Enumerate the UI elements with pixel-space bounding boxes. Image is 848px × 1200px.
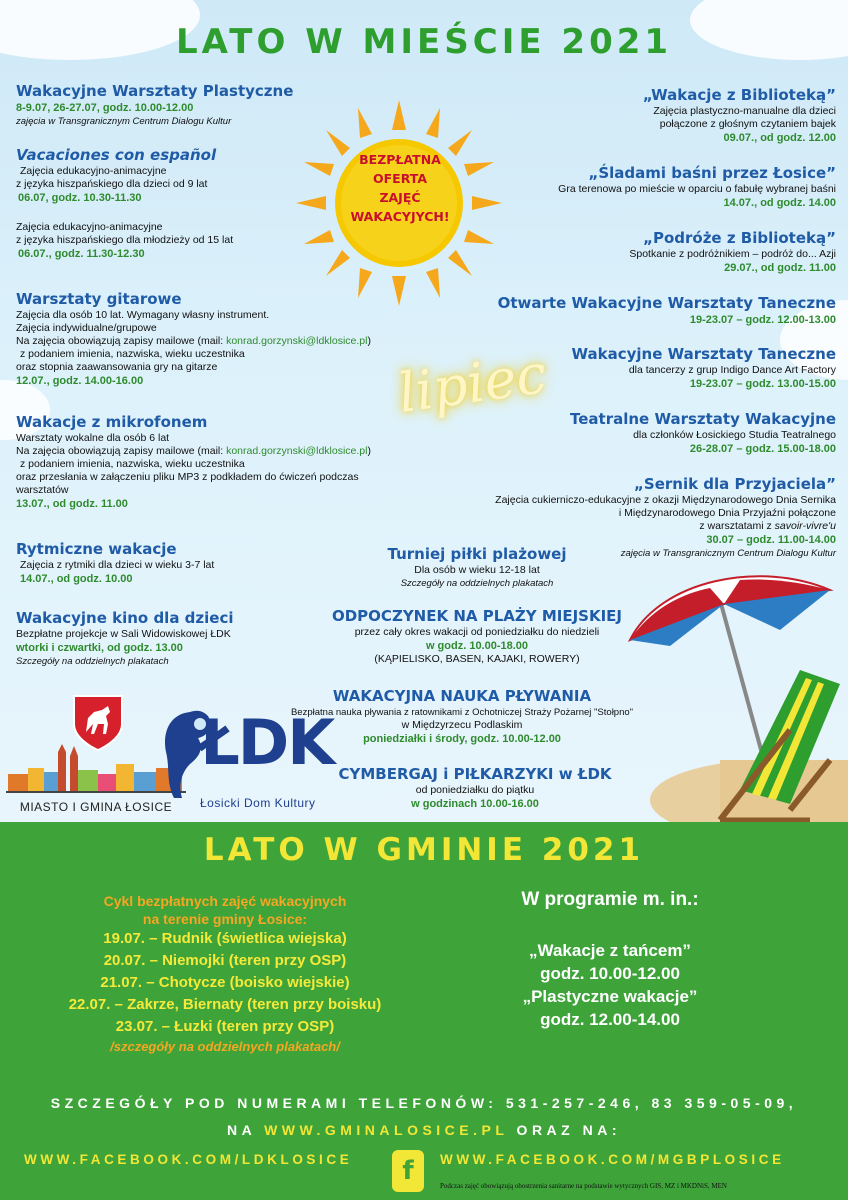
page-title: LATO W MIEŚCIE 2021 [175,22,673,62]
event-place: zajęcia w Transgranicznym Centrum Dialogu Kultur [16,116,232,127]
event-desc: przez cały okres wakacji od poniedziałku do niedzieli [354,626,600,638]
event-title: Warsztaty gitarowe [16,290,182,308]
gmina-item: 21.07. – Chotycze (boisko wiejskie) [100,974,350,991]
event-date: w godzinach 10.00-16.00 [411,798,539,810]
event-desc [16,335,371,348]
text: Na zajęcia obowiązują zapisy mailowe (mail: [16,445,227,457]
event-date: poniedziałki i środy, godz. 10.00-12.00 [363,733,561,745]
event-title: Wakacje z mikrofonem [16,413,208,431]
event-desc: w Międzyrzecu Podlaskim [401,719,523,731]
gmina-intro: Cykl bezpłatnych zajęć wakacyjnych [103,893,347,909]
text: ) [367,445,371,457]
gmina-logo [6,690,186,818]
event-desc: Zajęcia edukacyjno-animacyjne [16,221,163,233]
program-item: „Wakacje z tańcem” [529,941,691,960]
month-neon: lipiec [394,341,551,426]
event-pilka [372,545,582,590]
facebook-icon: f [392,1150,424,1192]
event-cymbergaj [330,765,620,811]
event-desc: i Międzynarodowego Dnia Przyjaźni połączone [618,507,836,519]
beach-umbrella-chair-icon [620,560,848,822]
event-desc: Zajęcia dla osób 10 lat. Wymagany własny instrument. [16,309,270,321]
event-date: 09.07., od godz. 12.00 [723,132,836,144]
event-title: Teatralne Warsztaty Wakacyjne [570,410,836,428]
text: Na zajęcia obowiązują zapisy mailowe (mail: [16,335,227,347]
event-rytmiczne [16,540,214,586]
event-place: zajęcia w Transgranicznym Centrum Dialogu Kultur [620,548,836,559]
ldk-logo [160,706,345,818]
event-date: 06.07, godz. 10.30-11.30 [18,192,142,204]
event-date: 8-9.07, 26-27.07, godz. 10.00-12.00 [16,102,194,114]
event-title: „Śladami baśni przez Łosice” [588,164,836,182]
badge-line: WAKACYJYCH! [350,209,450,224]
event-desc: Bezpłatne projekcje w Sali Widowiskowej ŁDK [16,628,231,640]
event-note: Szczegóły na oddzielnych plakatach [16,656,169,667]
event-desc: oraz przesłania w załączeniu pliku MP3 z podkładem do ćwiczeń podczas [16,471,359,483]
event-desc [495,520,836,533]
event-podroze [629,229,836,275]
event-desc: Zajęcia indywidualne/grupowe [16,322,157,334]
event-desc: dla tancerzy z grup Indigo Dance Art Factory [628,364,836,376]
ldk-logo-subtitle: Łosicki Dom Kultury [200,796,316,810]
event-desc: z języka hiszpańskiego dla młodzieży od 15 lat [16,234,234,246]
event-date: 29.07., od godz. 11.00 [724,262,836,274]
event-note: Szczegóły na oddzielnych plakatach [400,578,554,589]
email-link[interactable]: konrad.gorzynski@ldklosice.pl [226,335,368,347]
event-kino [16,609,233,668]
event-title: „Wakacje z Biblioteką” [642,86,836,104]
gmina-intro: na terenie gminy Łosice: [142,911,308,927]
event-desc: Spotkanie z podróżnikiem – podróż do... Azji [629,248,836,260]
event-gitara [16,290,371,388]
event-desc: oraz stopnia zaawansowania gry na gitarze [16,361,218,373]
gmina-program [470,888,750,1031]
event-desc: od poniedziałku do piątku [415,784,535,796]
event-basni [558,164,836,210]
event-title: Wakacyjne kino dla dzieci [16,609,234,627]
program-item: „Plastyczne wakacje” [522,987,698,1006]
event-espanol [16,146,233,261]
web-line [0,1122,848,1138]
event-title: CYMBERGAJ i PIŁKARZYKI w ŁDK [338,765,612,783]
event-desc: Zajęcia plastyczno-manualne dla dzieci [653,105,836,117]
event-date: 19-23.07 – godz. 13.00-15.00 [689,378,836,390]
gmina-title: LATO W GMINIE 2021 [203,832,645,868]
event-date: 12.07., godz. 14.00-16.00 [16,375,144,387]
event-mikrofon [16,413,371,511]
event-plaza [322,607,632,666]
event-title: Rytmiczne wakacje [16,540,177,558]
ldk-logo-text: ŁDK [200,706,334,779]
website-link[interactable]: WWW.GMINALOSICE.PL [264,1122,509,1138]
event-desc: Zajęcia cukierniczo-edukacyjne z okazji Międzynarodowego Dnia Sernika [495,494,836,506]
event-desc: dla członków Łosickiego Studia Teatralnego [633,429,836,441]
event-plastyczne [16,82,293,128]
event-desc: warsztatów [16,484,69,496]
event-title: Wakacyjne Warsztaty Taneczne [571,345,836,363]
badge-line: ZAJĘĆ [379,190,421,205]
event-title: ODPOCZYNEK NA PLAŻY MIEJSKIEJ [331,607,623,625]
event-desc [16,445,371,458]
sanitary-note: Podczas zajęć obowiązują obostrzenia sanitarne na podstawie wytycznych GIS, MZ i MKDNiS, MEN [440,1182,727,1190]
event-title: Turniej piłki plażowej [387,545,567,563]
event-title: Vacaciones con español [16,146,217,164]
event-biblioteka [643,86,836,145]
program-time: godz. 12.00-14.00 [540,1010,680,1029]
event-desc: z języka hiszpańskiego dla dzieci od 9 lat [16,178,208,190]
facebook-link-mgbp[interactable]: WWW.FACEBOOK.COM/MGBPLOSICE [440,1152,785,1167]
event-desc: z podaniem imienia, nazwiska, wieku uczestnika [20,348,245,360]
phones-line: SZCZEGÓŁY POD NUMERAMI TELEFONÓW: 531-257-246, 83 359-05-09, [50,1095,798,1111]
event-desc: Dla osób w wieku 12-18 lat [414,564,540,576]
email-link[interactable]: konrad.gorzynski@ldklosice.pl [226,445,368,457]
program-time: godz. 10.00-12.00 [540,964,680,983]
town-skyline-icon [6,744,186,794]
event-title: Wakacyjne Warsztaty Plastyczne [16,82,294,100]
event-date: 19-23.07 – godz. 12.00-13.00 [689,314,836,326]
gmina-logo-caption: MIASTO I GMINA ŁOSICE [19,800,173,814]
event-desc: Warsztaty wokalne dla osób 6 lat [16,432,170,444]
event-title: WAKACYJNA NAUKA PŁYWANIA [332,687,592,705]
free-offer-badge [340,150,460,226]
event-otwarte [498,294,836,327]
event-desc: Gra terenowa po mieście w oparciu o fabułę wybranej baśni [558,183,836,195]
event-desc: Zajęcia z rytmiki dla dzieci w wieku 3-7 lat [20,559,215,571]
event-date: 26-28.07 – godz. 15.00-18.00 [689,443,836,455]
event-date: 06.07., godz. 11.30-12.30 [18,248,145,260]
event-desc: z podaniem imienia, nazwiska, wieku uczestnika [20,458,245,470]
text: savoir-vivre'u [774,520,836,532]
event-date: 30.07 – godz. 11.00-14.00 [706,534,836,546]
event-desc: połączone z głośnym czytaniem bajek [659,118,836,130]
gmina-item: 19.07. – Rudnik (świetlica wiejska) [103,930,347,947]
badge-line: BEZPŁATNA [359,152,441,167]
gmina-item: 20.07. – Niemojki (teren przy OSP) [103,952,347,969]
event-date: 13.07., od godz. 11.00 [16,498,128,510]
event-teatralne [570,410,836,456]
text: ORAZ NA: [508,1122,621,1138]
event-title: Otwarte Wakacyjne Warsztaty Taneczne [497,294,836,312]
text: NA [227,1122,265,1138]
program-title: W programie m. in.: [521,889,699,910]
text: z warsztatami z [699,520,775,532]
facebook-link-ldk[interactable]: WWW.FACEBOOK.COM/LDKLOSICE [24,1152,353,1167]
event-desc: Zajęcia edukacyjno-animacyjne [20,165,167,177]
event-desc: (KĄPIELISKO, BASEN, KAJAKI, ROWERY) [374,653,580,665]
event-date: wtorki i czwartki, od godz. 13.00 [16,642,183,654]
event-date: w godz. 10.00-18.00 [425,640,529,652]
gmina-details: /szczegóły na oddzielnych plakatach/ [110,1039,340,1054]
event-title: „Podróże z Biblioteką” [643,229,836,247]
event-title: „Sernik dla Przyjaciela” [634,475,836,493]
event-desc: Bezpłatna nauka pływania z ratownikami z Ochotniczej Straży Pożarnej "Stołpno" [290,707,634,718]
event-date: 14.07., od godz. 14.00 [723,197,836,209]
event-date: 14.07., od godz. 10.00 [20,573,133,585]
badge-line: OFERTA [373,171,427,186]
text: ) [367,335,371,347]
gmina-schedule [60,892,390,1056]
gmina-item: 23.07. – Łuzki (teren przy OSP) [115,1018,335,1035]
gmina-item: 22.07. – Zakrze, Biernaty (teren przy boisku) [68,996,382,1013]
event-taneczne [571,345,836,391]
